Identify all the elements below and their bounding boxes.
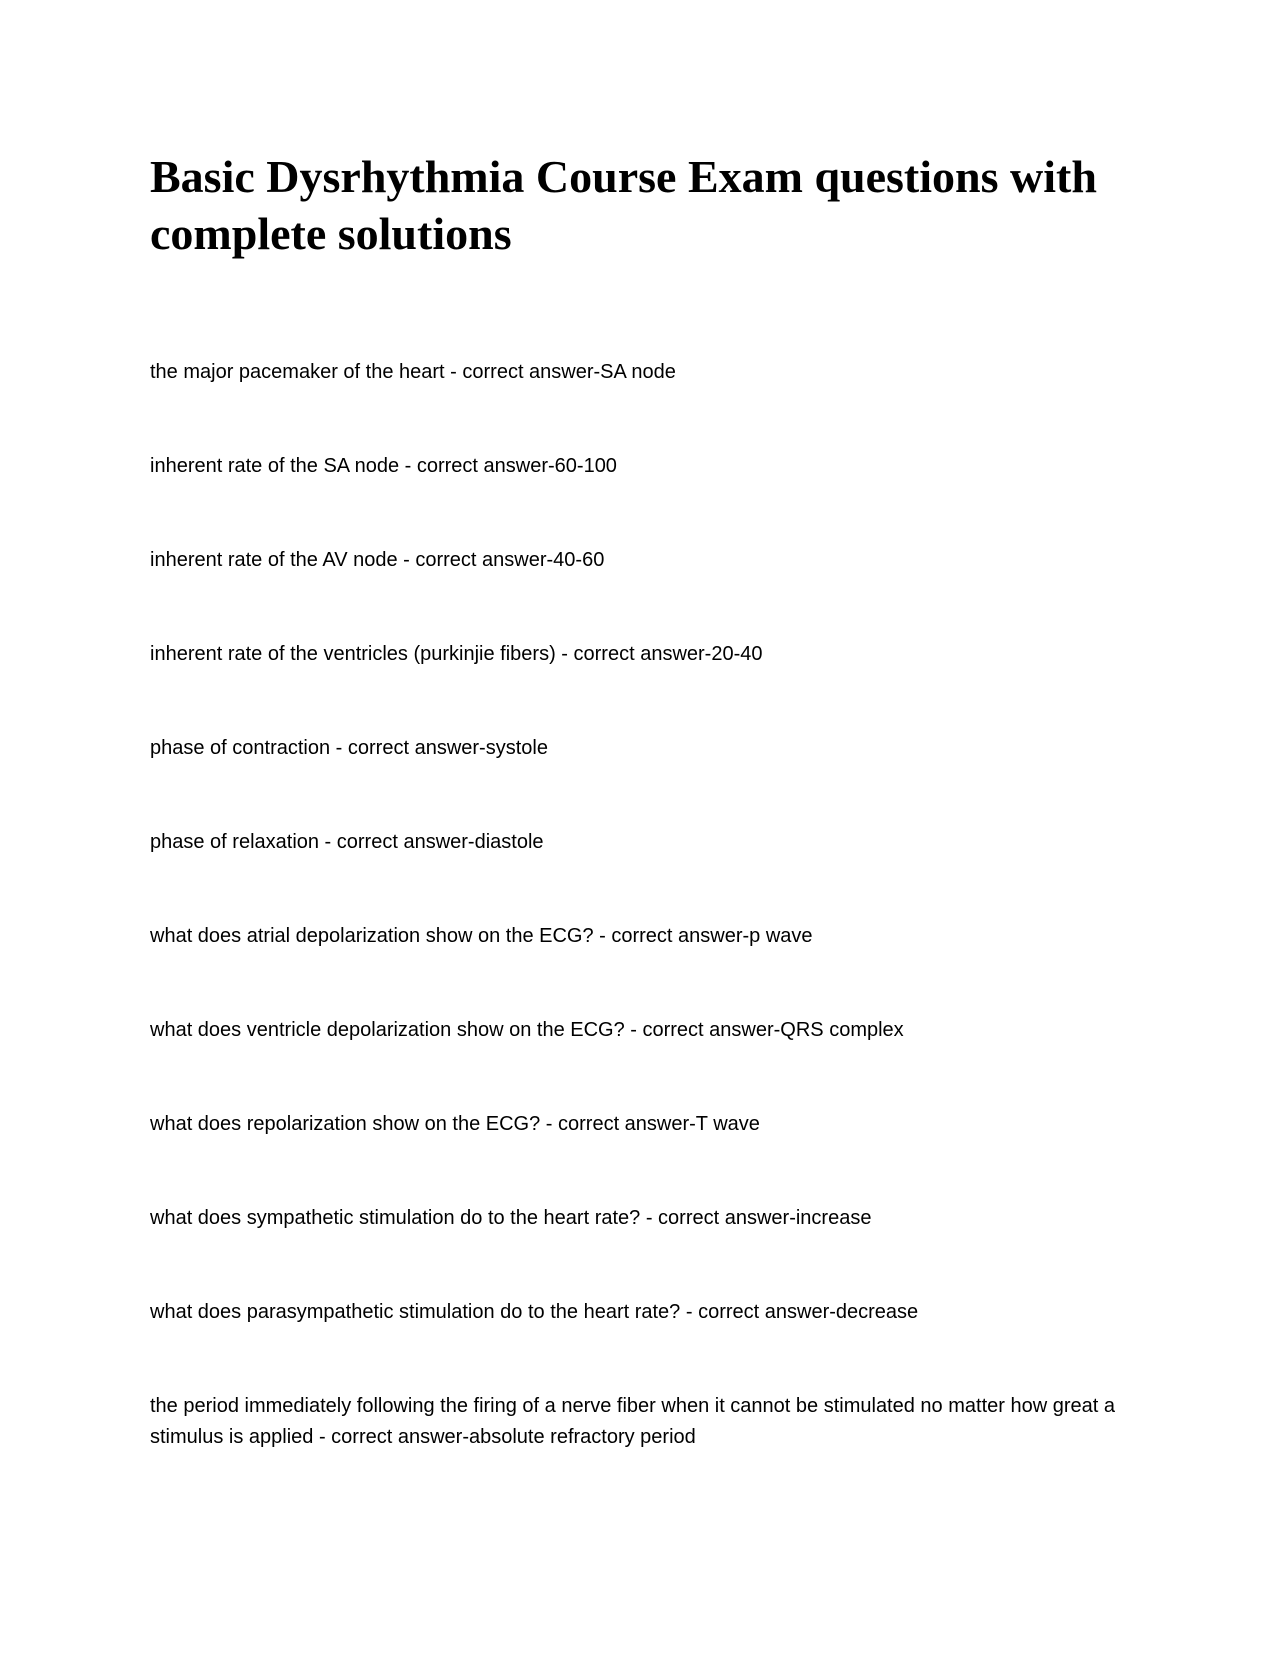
qa-item: what does ventricle depolarization show on the ECG? - correct answer-QRS complex (150, 1019, 904, 1041)
qa-item: the period immediately following the firing of a nerve fiber when it cannot be stimulated no matter how great a stimulus is applied - correct answer-absolute refractory period (150, 1395, 1115, 1448)
qa-item: inherent rate of the AV node - correct answer-40-60 (150, 549, 605, 571)
qa-item: what does sympathetic stimulation do to the heart rate? - correct answer-increase (150, 1207, 872, 1229)
qa-item: what does atrial depolarization show on the ECG? - correct answer-p wave (150, 925, 813, 947)
qa-item: phase of contraction - correct answer-systole (150, 737, 548, 759)
qa-item: inherent rate of the SA node - correct answer-60-100 (150, 455, 617, 477)
qa-list (150, 357, 1130, 1516)
document-title: Basic Dysrhythmia Course Exam questions with complete solutions (150, 151, 1097, 259)
qa-item: phase of relaxation - correct answer-diastole (150, 831, 544, 853)
qa-item: inherent rate of the ventricles (purkinjie fibers) - correct answer-20-40 (150, 643, 763, 665)
qa-item: the major pacemaker of the heart - correct answer-SA node (150, 361, 676, 383)
qa-item: what does repolarization show on the ECG? - correct answer-T wave (150, 1113, 760, 1135)
qa-item: what does parasympathetic stimulation do to the heart rate? - correct answer-decrease (150, 1301, 919, 1323)
